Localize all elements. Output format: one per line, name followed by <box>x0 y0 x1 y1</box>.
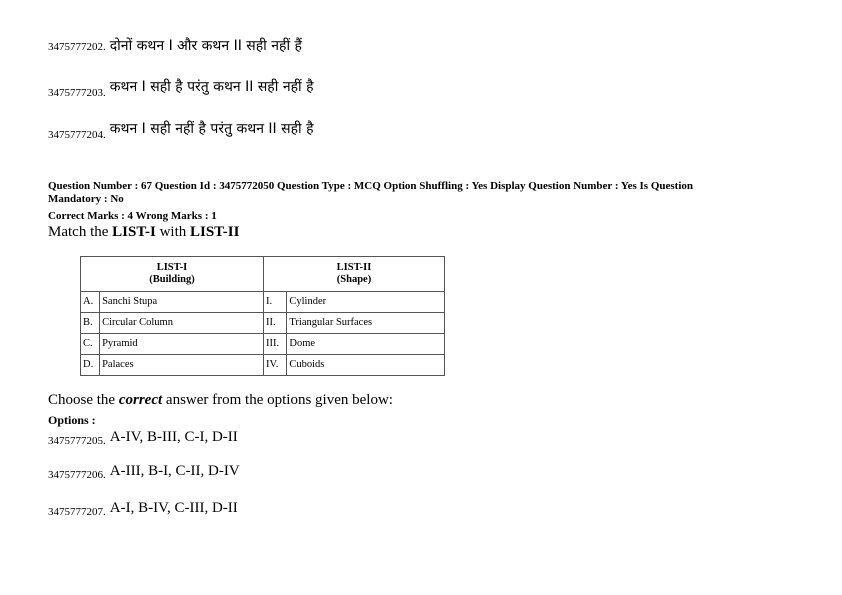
options-label: Options : <box>48 413 96 427</box>
question-header-line: Question Number : 67 Question Id : 3475772050 Question Type : MCQ Option Shuffling : Yes Display Question Number : Yes Is Question <box>48 180 693 192</box>
instruction-text: with <box>155 224 190 240</box>
table-row <box>81 355 445 376</box>
table-header-row <box>81 257 445 292</box>
question-header-line: Mandatory : No <box>48 193 124 205</box>
shape-cell: Dome <box>287 334 445 355</box>
match-instruction <box>48 224 239 241</box>
shape-cell: Cylinder <box>287 292 445 313</box>
instruction-text: Match the <box>48 224 113 240</box>
choose-instruction <box>48 392 393 409</box>
table-row <box>81 334 445 355</box>
option-id: 3475777204. <box>48 129 106 141</box>
column-title: LIST-II <box>336 262 372 273</box>
building-cell: Palaces <box>100 355 264 376</box>
row-label: B. <box>81 313 100 334</box>
option-text: A-IV, B-III, C-I, D-II <box>109 429 238 445</box>
option-id: 3475777203. <box>48 87 106 99</box>
marks-line: Correct Marks : 4 Wrong Marks : 1 <box>48 210 217 222</box>
option-row <box>48 462 240 480</box>
option-row <box>48 36 302 55</box>
column-subtitle: (Building) <box>149 274 195 285</box>
shape-cell: Triangular Surfaces <box>287 313 445 334</box>
list2-label: LIST-II <box>189 224 240 240</box>
table-row <box>81 313 445 334</box>
option-row <box>48 119 314 141</box>
column-subtitle: (Shape) <box>336 274 372 285</box>
option-id: 3475777206. <box>48 469 106 481</box>
row-label: C. <box>81 334 100 355</box>
list1-label: LIST-I <box>112 224 156 240</box>
option-text: A-I, B-IV, C-III, D-II <box>109 500 238 516</box>
option-id: 3475777202. <box>48 41 106 53</box>
table-header-cell <box>81 257 264 292</box>
option-row <box>48 499 238 517</box>
option-text: कथन I सही है परंतु कथन II सही नहीं है <box>109 79 314 95</box>
option-id: 3475777207. <box>48 506 106 518</box>
shape-cell: Cuboids <box>287 355 445 376</box>
instruction-text: answer from the options given below: <box>162 392 393 408</box>
question-header <box>48 180 693 206</box>
table-header-cell <box>264 257 445 292</box>
row-label: IV. <box>264 355 287 376</box>
building-cell: Sanchi Stupa <box>100 292 264 313</box>
row-label: D. <box>81 355 100 376</box>
option-row <box>48 428 238 446</box>
building-cell: Circular Column <box>100 313 264 334</box>
instruction-text: Choose the <box>48 392 119 408</box>
row-label: II. <box>264 313 287 334</box>
option-text: दोनों कथन I और कथन II सही नहीं हैं <box>109 38 302 54</box>
match-table <box>80 256 445 376</box>
column-title: LIST-I <box>156 262 188 273</box>
emphasis-text: correct <box>118 392 163 408</box>
row-label: A. <box>81 292 100 313</box>
row-label: I. <box>264 292 287 313</box>
table-row <box>81 292 445 313</box>
option-row <box>48 77 314 99</box>
building-cell: Pyramid <box>100 334 264 355</box>
option-text: A-III, B-I, C-II, D-IV <box>109 463 240 479</box>
row-label: III. <box>264 334 287 355</box>
option-id: 3475777205. <box>48 435 106 447</box>
option-text: कथन I सही नहीं है परंतु कथन II सही है <box>109 121 314 137</box>
